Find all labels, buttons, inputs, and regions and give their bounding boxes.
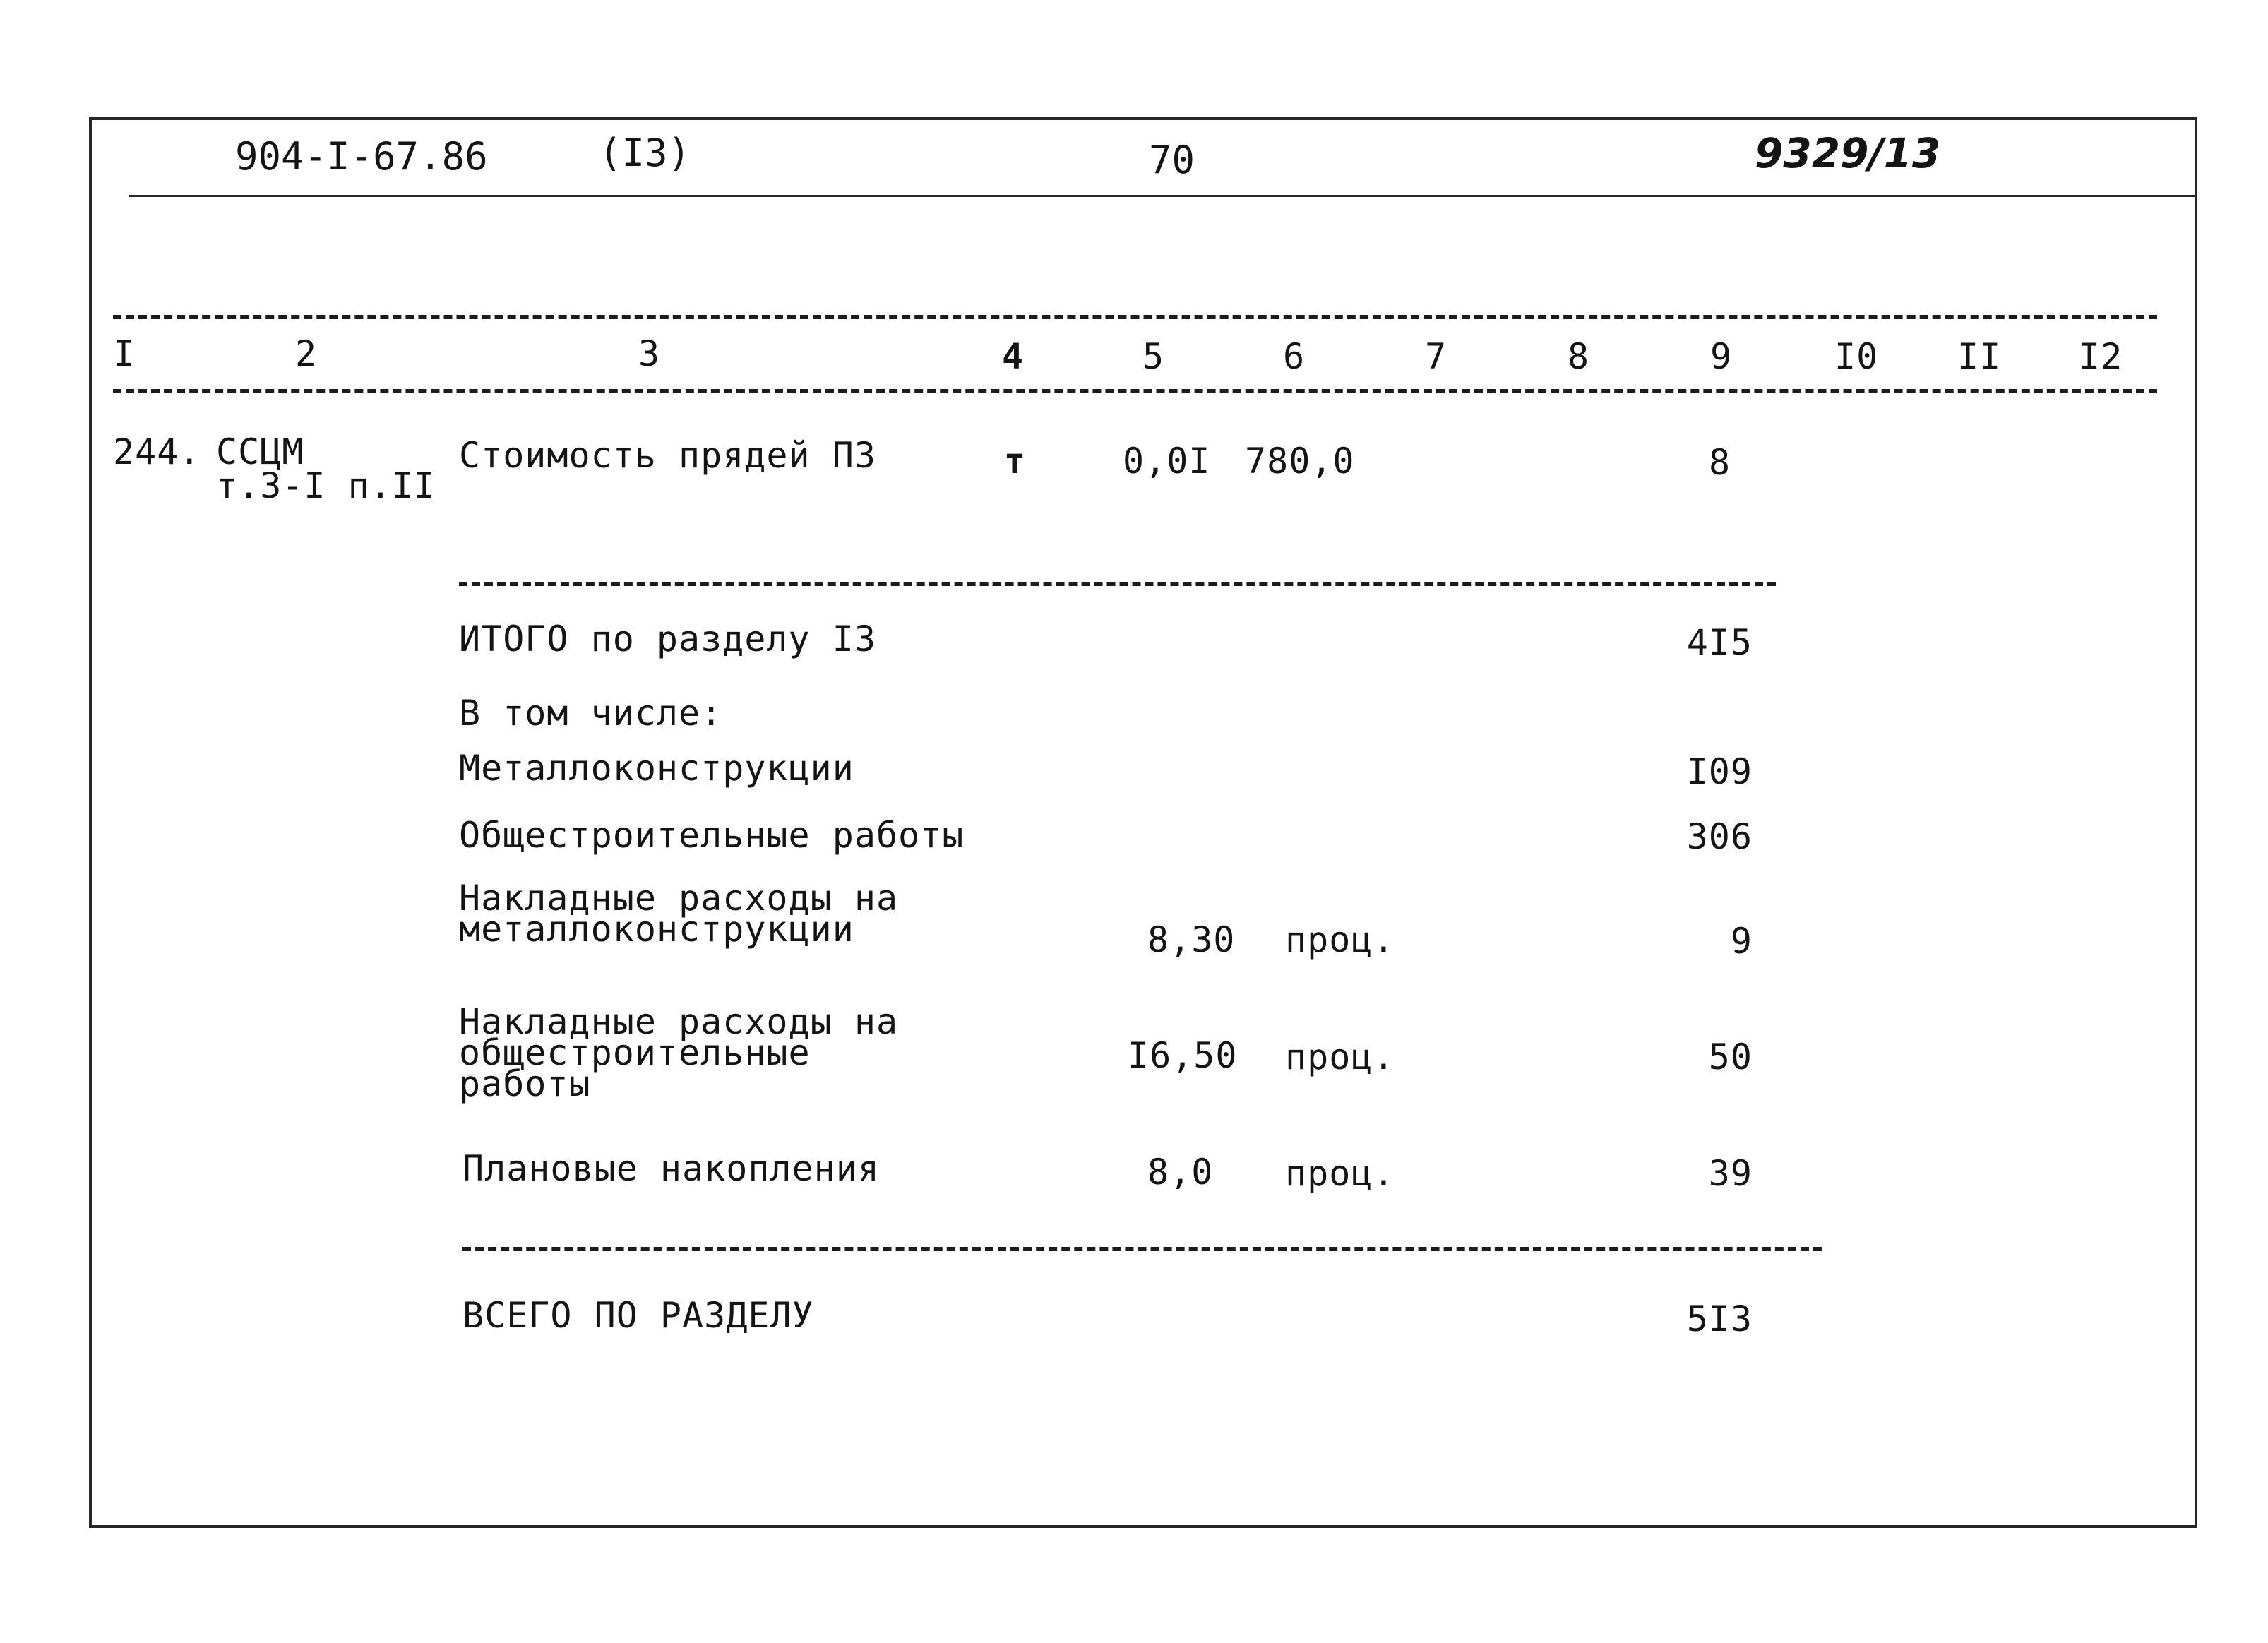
overhead-general-rate: I6,50	[1128, 1035, 1238, 1076]
overhead-general-unit: проц.	[1285, 1036, 1395, 1077]
column-header-6: 6	[1283, 336, 1306, 377]
item-code-line1: ССЦМ	[216, 431, 304, 472]
header-rule	[129, 195, 2197, 197]
overhead-general-label-line3: работы	[459, 1063, 591, 1104]
overhead-metal-value: 9	[1730, 921, 1753, 962]
item-code-line2: т.3-I п.II	[216, 465, 436, 506]
including-label: В том числе:	[459, 693, 723, 734]
overhead-general-label-line2: общестроительные	[459, 1032, 811, 1073]
column-header-10: I0	[1834, 336, 1879, 377]
metal-structures-label: Металлоконструкции	[459, 748, 854, 789]
planned-savings-unit: проц.	[1285, 1153, 1395, 1194]
planned-savings-value: 39	[1708, 1153, 1753, 1194]
subtotal-label: ИТОГО по разделу I3	[459, 619, 876, 659]
subtotal-value: 4I5	[1686, 622, 1753, 663]
column-header-12: I2	[2079, 336, 2123, 377]
overhead-general-value: 50	[1708, 1036, 1753, 1077]
column-header-bottom-rule	[113, 389, 2157, 393]
planned-savings-label: Плановые накопления	[462, 1148, 880, 1189]
doc-code: 904-I-67.86	[235, 134, 488, 179]
handwritten-stamp: 9329/13	[1755, 129, 1941, 177]
total-label: ВСЕГО ПО РАЗДЕЛУ	[462, 1295, 814, 1336]
overhead-metal-label	[459, 878, 899, 950]
item-quantity: 0,0I	[1123, 441, 1211, 482]
item-unit: т	[1004, 441, 1027, 482]
column-header-3: 3	[638, 333, 661, 374]
item-number: 244.	[113, 431, 201, 472]
planned-savings-rate: 8,0	[1147, 1152, 1214, 1193]
column-header-9: 9	[1710, 336, 1733, 377]
column-header-5: 5	[1142, 336, 1165, 377]
column-header-4: 4	[1002, 336, 1025, 377]
column-header-top-rule	[113, 315, 2157, 319]
total-rule	[462, 1247, 1822, 1251]
general-works-label: Общестроительные работы	[459, 815, 965, 856]
column-header-8: 8	[1568, 336, 1590, 377]
overhead-general-label-line1: Накладные расходы на	[459, 1001, 899, 1042]
item-price: 780,0	[1245, 441, 1355, 482]
overhead-metal-rate: 8,30	[1147, 919, 1236, 960]
column-header-2: 2	[295, 333, 318, 374]
column-header-11: II	[1957, 336, 2002, 377]
overhead-general-label	[459, 1001, 899, 1104]
item-name: Стоимость прядей ПЗ	[459, 435, 876, 476]
metal-structures-value: I09	[1686, 751, 1753, 792]
overhead-metal-label-line1: Накладные расходы на	[459, 878, 899, 919]
page-number: 70	[1149, 138, 1195, 182]
item-cost: 8	[1709, 442, 1731, 483]
overhead-metal-label-line2: металлоконструкции	[459, 909, 854, 950]
column-header-1: I	[113, 333, 136, 374]
subtotal-rule	[459, 582, 1776, 586]
section-number: (I3)	[599, 131, 691, 175]
page-frame	[89, 117, 2197, 1528]
general-works-value: 306	[1686, 816, 1753, 857]
column-header-7: 7	[1425, 336, 1448, 377]
total-value: 5I3	[1686, 1298, 1753, 1339]
overhead-metal-unit: проц.	[1285, 919, 1395, 960]
